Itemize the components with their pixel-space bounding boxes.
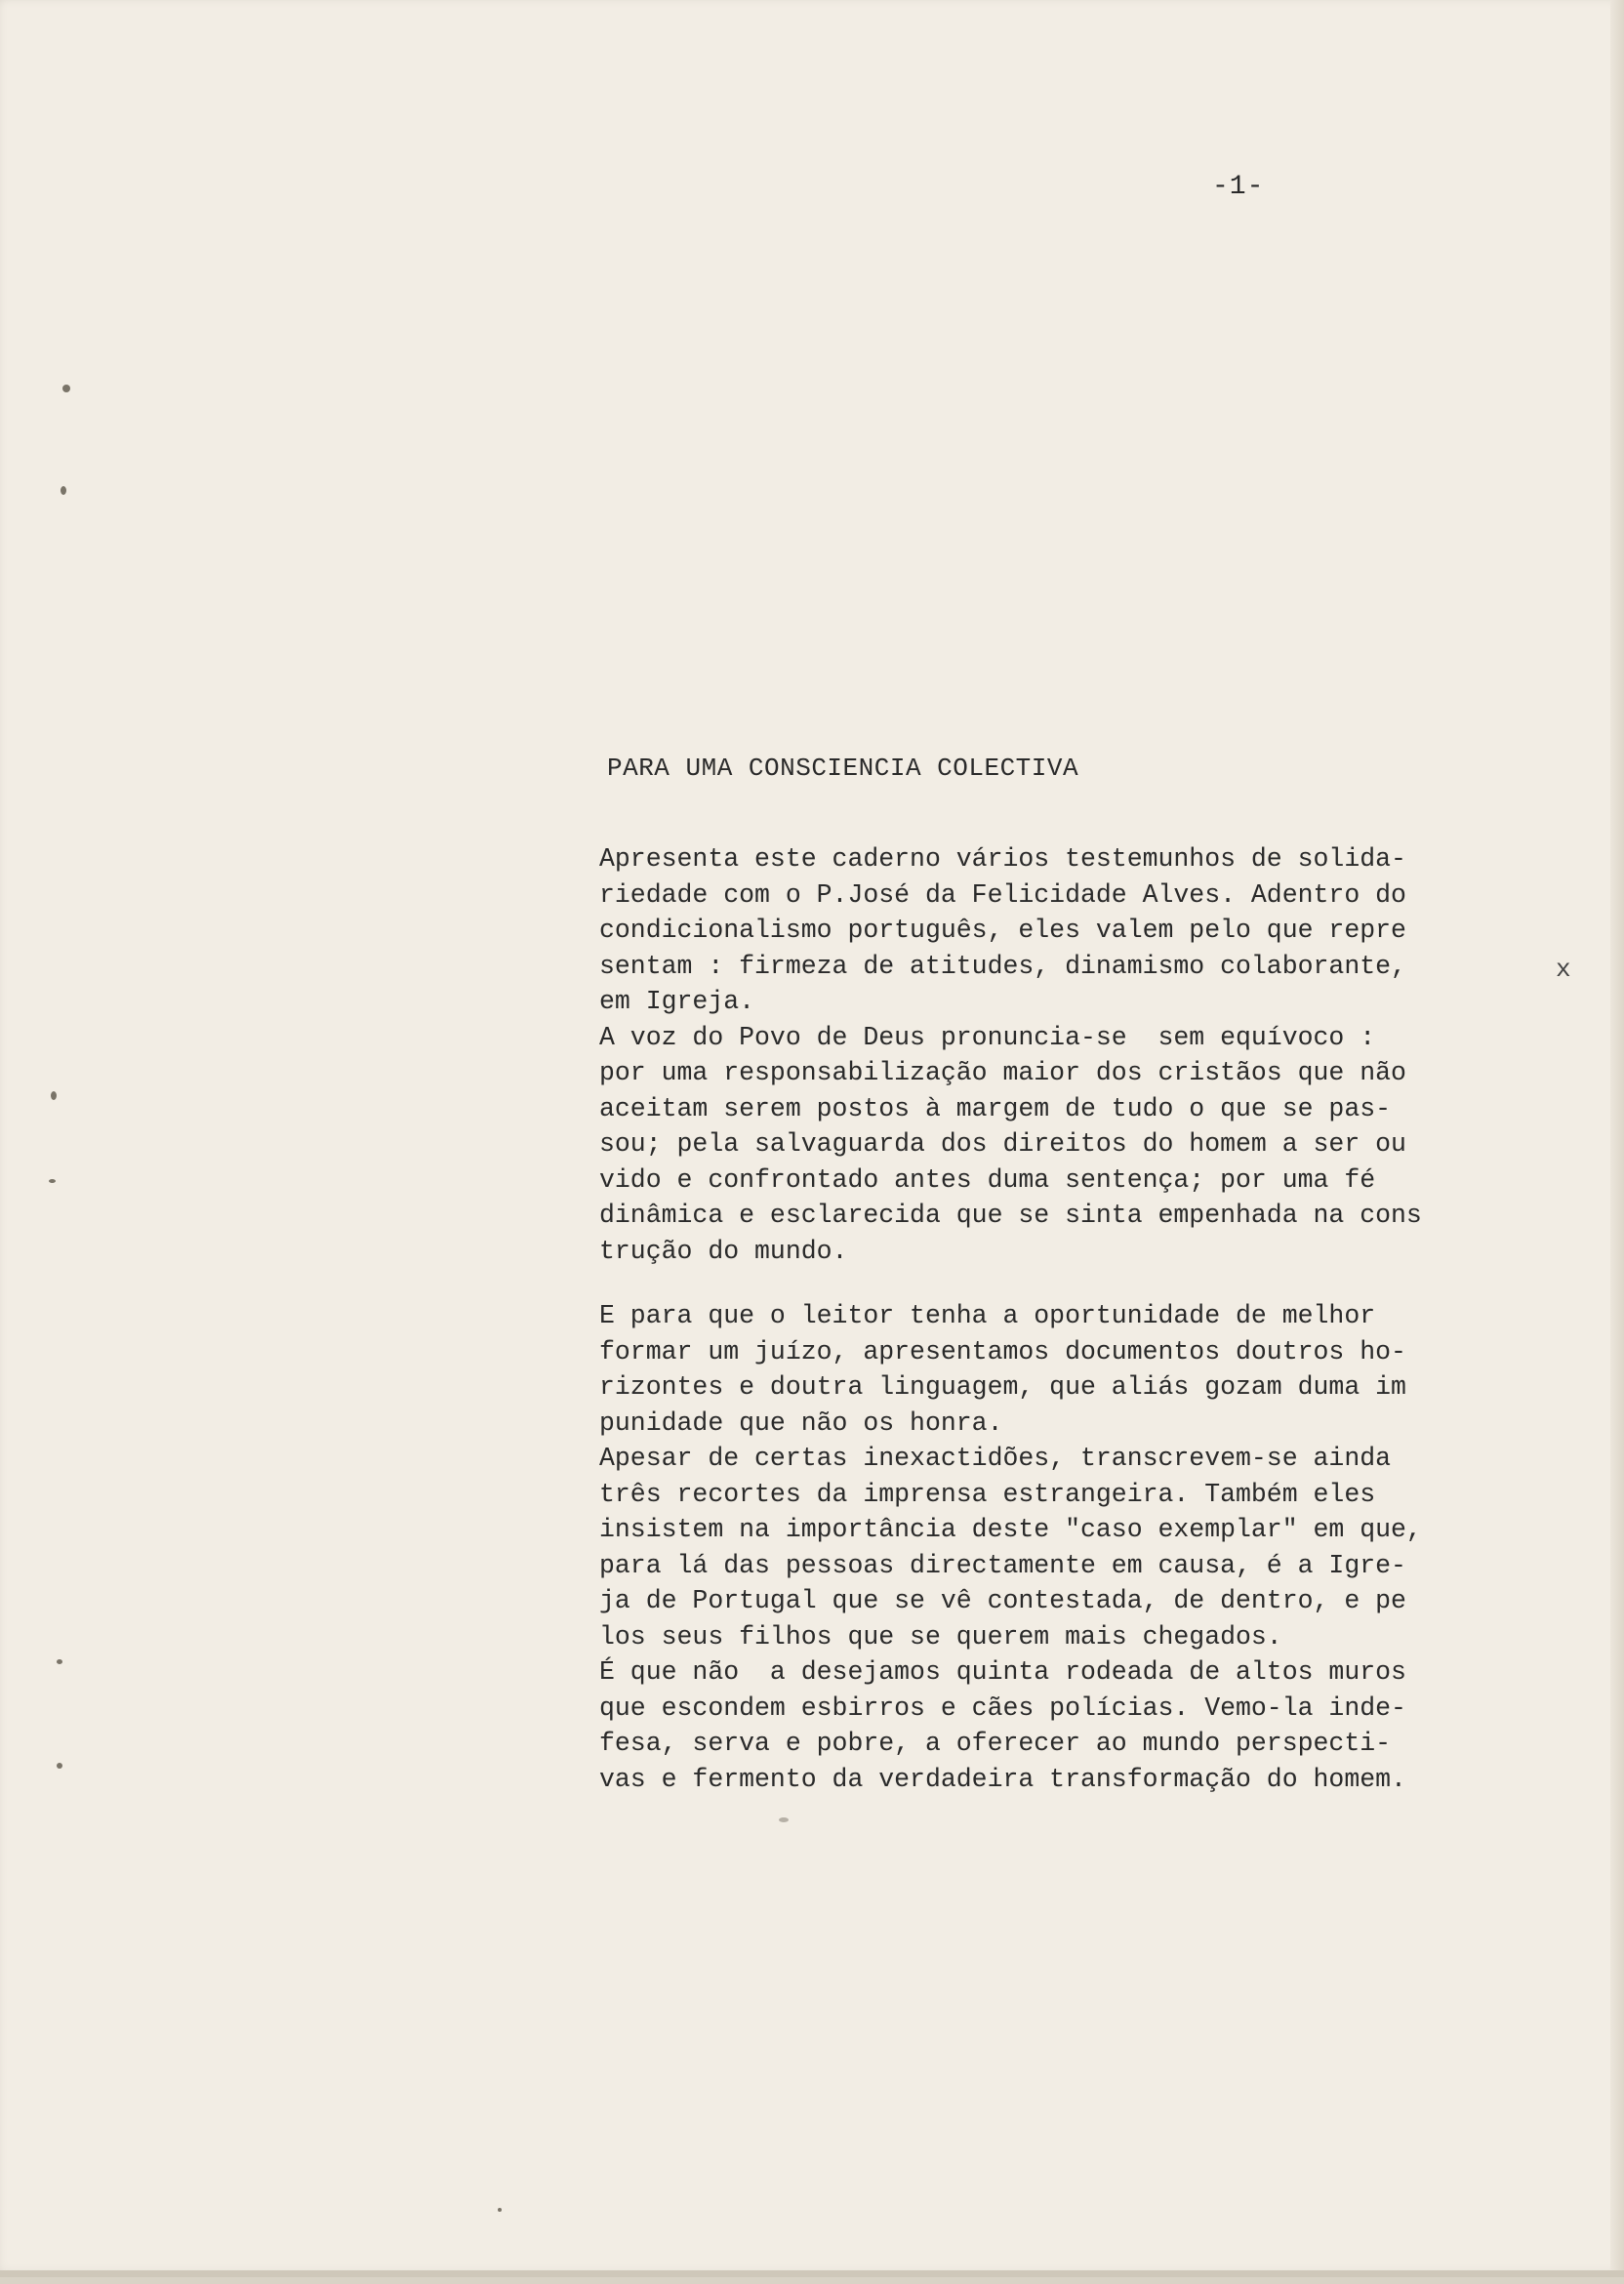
- scan-speck: [49, 1179, 56, 1183]
- text-line: riedade com o P.José da Felicidade Alves. Adentro do: [599, 879, 1406, 910]
- text-line: que escondem esbirros e cães polícias. Vemo-la inde-: [599, 1693, 1406, 1723]
- text-line: Apesar de certas inexactidões, transcrevem-se ainda: [599, 1444, 1392, 1473]
- margin-mark: x: [1556, 955, 1571, 984]
- text-line: insistem na importância deste "caso exemplar" em que,: [599, 1515, 1422, 1544]
- paragraph-gap: [599, 1269, 1439, 1298]
- body-text: [599, 841, 1439, 1797]
- text-line: E para que o leitor tenha a oportunidade de melhor: [599, 1301, 1376, 1330]
- paragraph: [599, 841, 1439, 1020]
- page-edge-shadow: [1610, 0, 1624, 2277]
- text-line: ja de Portugal que se vê contestada, de dentro, e pe: [599, 1586, 1406, 1615]
- scan-speck: [779, 1817, 789, 1822]
- scan-speck: [62, 385, 70, 392]
- text-line: sentam : firmeza de atitudes, dinamismo colaborante,: [599, 951, 1406, 981]
- text-line: aceitam serem postos à margem de tudo o que se pas-: [599, 1093, 1392, 1123]
- text-line: vas e fermento da verdadeira transformação do homem.: [599, 1764, 1406, 1794]
- text-line: três recortes da imprensa estrangeira. Também eles: [599, 1479, 1376, 1509]
- paragraph: [599, 1298, 1439, 1441]
- text-line: É que não a desejamos quinta rodeada de altos muros: [599, 1657, 1406, 1687]
- text-line: fesa, serva e pobre, a oferecer ao mundo perspecti-: [599, 1729, 1392, 1758]
- text-line: vido e confrontado antes duma sentença; por uma fé: [599, 1164, 1376, 1195]
- text-line: por uma responsabilização maior dos cristãos que não: [599, 1058, 1406, 1087]
- text-line: trução do mundo.: [599, 1236, 848, 1266]
- paragraph: [599, 1020, 1439, 1270]
- text-line: punidade que não os honra.: [599, 1407, 1003, 1438]
- text-line: los seus filhos que se querem mais chegados.: [599, 1621, 1282, 1652]
- text-line: Apresenta este caderno vários testemunhos de solida-: [599, 844, 1406, 874]
- scan-speck: [61, 486, 66, 495]
- paragraph: [599, 1441, 1439, 1654]
- scan-speck: [51, 1091, 57, 1100]
- scan-speck: [57, 1763, 62, 1769]
- page-bottom-edge: [0, 2270, 1624, 2277]
- text-line: rizontes e doutra linguagem, que aliás gozam duma im: [599, 1372, 1406, 1402]
- scan-speck: [498, 2208, 502, 2212]
- text-line: formar um juízo, apresentamos documentos doutros ho-: [599, 1336, 1406, 1366]
- text-line: para lá das pessoas directamente em causa, é a Igre-: [599, 1550, 1406, 1580]
- text-line: condicionalismo português, eles valem pelo que repre: [599, 916, 1406, 945]
- page-number: -1-: [1212, 172, 1265, 202]
- text-line: em Igreja.: [599, 987, 755, 1016]
- document-title: PARA UMA CONSCIENCIA COLECTIVA: [607, 754, 1079, 783]
- text-line: dinâmica e esclarecida que se sinta empenhada na cons: [599, 1201, 1422, 1230]
- paragraph: [599, 1654, 1439, 1797]
- scan-speck: [57, 1659, 62, 1664]
- text-line: A voz do Povo de Deus pronuncia-se sem equívoco :: [599, 1022, 1376, 1052]
- text-line: sou; pela salvaguarda dos direitos do homem a ser ou: [599, 1129, 1406, 1159]
